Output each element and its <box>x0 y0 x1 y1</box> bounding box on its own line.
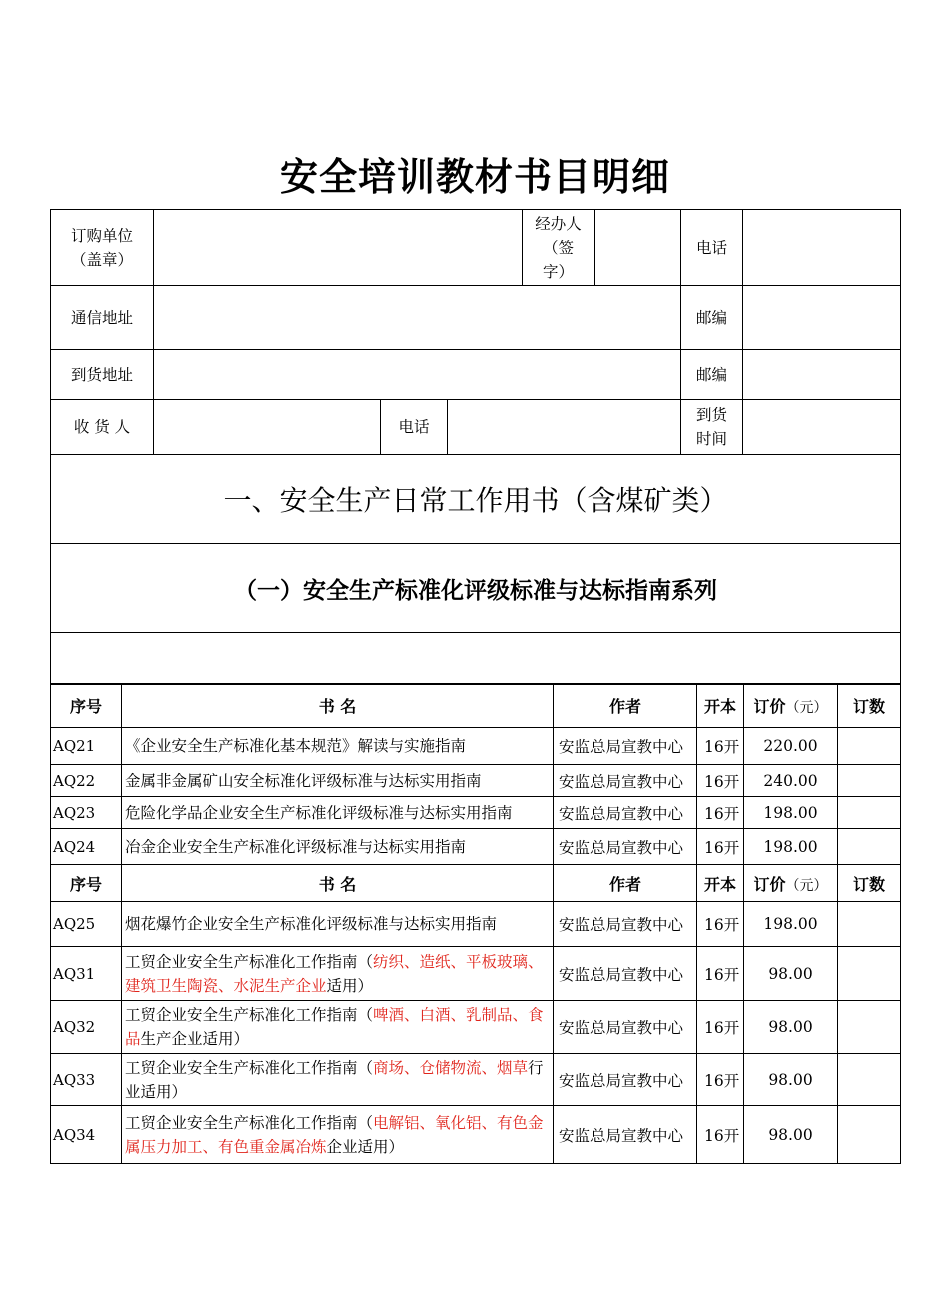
book-format: 16开 <box>697 1001 744 1054</box>
book-author: 安监总局宣教中心 <box>554 1106 697 1164</box>
table-row <box>51 1001 901 1054</box>
order-quantity-field[interactable] <box>838 1106 901 1164</box>
header-price-unit: （元） <box>785 700 828 716</box>
book-format: 16开 <box>697 728 744 765</box>
blank-row <box>51 633 901 685</box>
book-name-text: 《企业安全生产标准化基本规范》解读与实施指南 <box>125 737 467 755</box>
book-author: 安监总局宣教中心 <box>554 902 697 947</box>
book-name <box>122 728 554 765</box>
book-price: 198.00 <box>744 902 838 947</box>
header-price <box>744 865 838 902</box>
book-name-text: 适用） <box>326 976 374 995</box>
header-author: 作者 <box>554 684 697 728</box>
book-name-text: 烟花爆竹企业安全生产标准化评级标准与达标实用指南 <box>125 915 498 933</box>
book-name-text: 冶金企业安全生产标准化评级标准与达标实用指南 <box>125 837 467 856</box>
delivery-postcode-field[interactable] <box>743 350 901 400</box>
order-quantity-field[interactable] <box>838 902 901 947</box>
book-name-text: 工贸企业安全生产标准化工作指南（ <box>125 952 374 971</box>
address-field[interactable] <box>154 286 681 350</box>
book-price: 98.00 <box>744 1054 838 1106</box>
order-quantity-field[interactable] <box>838 1054 901 1106</box>
book-code: AQ33 <box>51 1054 122 1106</box>
table-row <box>51 797 901 829</box>
header-price-label: 订价 <box>753 874 786 894</box>
book-price: 198.00 <box>744 797 838 829</box>
book-price: 98.00 <box>744 947 838 1001</box>
phone-label: 电话 <box>681 210 743 286</box>
arrival-time-label: 到货 时间 <box>681 400 743 455</box>
book-price: 98.00 <box>744 1106 838 1164</box>
table-row <box>51 947 901 1001</box>
book-code: AQ32 <box>51 1001 122 1054</box>
book-code: AQ23 <box>51 797 122 829</box>
book-name-text: 工贸企业安全生产标准化工作指南（ <box>125 1006 374 1024</box>
book-author: 安监总局宣教中心 <box>554 765 697 797</box>
book-name-highlight: 商场、仓储物流、烟草 <box>373 1058 529 1077</box>
book-price: 220.00 <box>744 728 838 765</box>
table-row <box>51 1054 901 1106</box>
arrival-time-field[interactable] <box>743 400 901 455</box>
receiver-label: 收 货 人 <box>51 400 154 455</box>
book-name <box>122 765 554 797</box>
book-code: AQ34 <box>51 1106 122 1164</box>
book-name-highlight: 纺织、造纸、平板玻璃、建筑卫生陶瓷、水泥生产企业 <box>125 952 544 995</box>
delivery-postcode-label: 邮编 <box>681 350 743 400</box>
header-price <box>744 684 838 728</box>
book-author: 安监总局宣教中心 <box>554 797 697 829</box>
book-name-text: 行业适用） <box>125 1058 544 1101</box>
section-heading: 一、安全生产日常工作用书（含煤矿类） <box>51 455 901 544</box>
postcode-label: 邮编 <box>681 286 743 350</box>
table-row <box>51 829 901 865</box>
book-price: 240.00 <box>744 765 838 797</box>
header-qty: 订数 <box>838 865 901 902</box>
header-qty: 订数 <box>838 684 901 728</box>
table-row <box>51 728 901 765</box>
book-format: 16开 <box>697 829 744 865</box>
book-format: 16开 <box>697 765 744 797</box>
table-header-row <box>51 865 901 902</box>
table-row <box>51 765 901 797</box>
book-name <box>122 797 554 829</box>
delivery-address-field[interactable] <box>154 350 681 400</box>
book-name <box>122 1001 554 1054</box>
book-name-text: 工贸企业安全生产标准化工作指南（ <box>125 1113 374 1132</box>
order-form <box>50 209 901 685</box>
buyer-label: 订购单位 （盖章） <box>51 210 154 286</box>
table-row <box>51 1106 901 1164</box>
order-quantity-field[interactable] <box>838 728 901 765</box>
table-row <box>51 902 901 947</box>
book-name-text: 危险化学品企业安全生产标准化评级标准与达标实用指南 <box>125 803 513 822</box>
receiver-phone-label: 电话 <box>381 400 448 455</box>
book-author: 安监总局宣教中心 <box>554 947 697 1001</box>
book-table <box>50 683 901 1164</box>
table-header-row <box>51 684 901 728</box>
order-quantity-field[interactable] <box>838 947 901 1001</box>
address-label: 通信地址 <box>51 286 154 350</box>
handler-label: 经办人 （签 字） <box>523 210 595 286</box>
page-title: 安全培训教材书目明细 <box>279 155 670 199</box>
receiver-field[interactable] <box>154 400 381 455</box>
book-code: AQ22 <box>51 765 122 797</box>
book-code: AQ24 <box>51 829 122 865</box>
book-name-text: 生产企业适用） <box>140 1030 250 1048</box>
book-code: AQ31 <box>51 947 122 1001</box>
header-format: 开本 <box>697 865 744 902</box>
buyer-field[interactable] <box>154 210 523 286</box>
book-name-text: 企业适用） <box>326 1137 405 1156</box>
order-quantity-field[interactable] <box>838 797 901 829</box>
header-price-label: 订价 <box>753 697 786 716</box>
book-name-text: 工贸企业安全生产标准化工作指南（ <box>125 1058 374 1077</box>
book-author: 安监总局宣教中心 <box>554 1001 697 1054</box>
book-code: AQ25 <box>51 902 122 947</box>
delivery-address-label: 到货地址 <box>51 350 154 400</box>
subsection-heading: （一）安全生产标准化评级标准与达标指南系列 <box>51 544 901 633</box>
header-author: 作者 <box>554 865 697 902</box>
order-quantity-field[interactable] <box>838 829 901 865</box>
book-author: 安监总局宣教中心 <box>554 1054 697 1106</box>
header-name: 书 名 <box>122 684 554 728</box>
handler-field[interactable] <box>595 210 681 286</box>
book-format: 16开 <box>697 797 744 829</box>
book-name <box>122 947 554 1001</box>
book-name-text: 金属非金属矿山安全标准化评级标准与达标实用指南 <box>125 771 482 790</box>
book-format: 16开 <box>697 1054 744 1106</box>
book-name-highlight: 啤酒、白酒、乳制品、食品 <box>125 1006 544 1048</box>
book-format: 16开 <box>697 1106 744 1164</box>
book-name <box>122 1054 554 1106</box>
book-name <box>122 829 554 865</box>
book-author: 安监总局宣教中心 <box>554 829 697 865</box>
postcode-field[interactable] <box>743 286 901 350</box>
book-name-highlight: 电解铝、氧化铝、有色金属压力加工、有色重金属冶炼 <box>125 1113 544 1156</box>
order-quantity-field[interactable] <box>838 765 901 797</box>
header-name: 书 名 <box>122 865 554 902</box>
book-code: AQ21 <box>51 728 122 765</box>
header-no: 序号 <box>51 684 122 728</box>
book-author: 安监总局宣教中心 <box>554 728 697 765</box>
header-no: 序号 <box>51 865 122 902</box>
book-format: 16开 <box>697 947 744 1001</box>
book-name <box>122 1106 554 1164</box>
book-name <box>122 902 554 947</box>
receiver-phone-field[interactable] <box>448 400 681 455</box>
order-quantity-field[interactable] <box>838 1001 901 1054</box>
header-format: 开本 <box>697 684 744 728</box>
book-price: 98.00 <box>744 1001 838 1054</box>
book-price: 198.00 <box>744 829 838 865</box>
phone-field[interactable] <box>743 210 901 286</box>
book-format: 16开 <box>697 902 744 947</box>
header-price-unit: （元） <box>785 877 828 894</box>
